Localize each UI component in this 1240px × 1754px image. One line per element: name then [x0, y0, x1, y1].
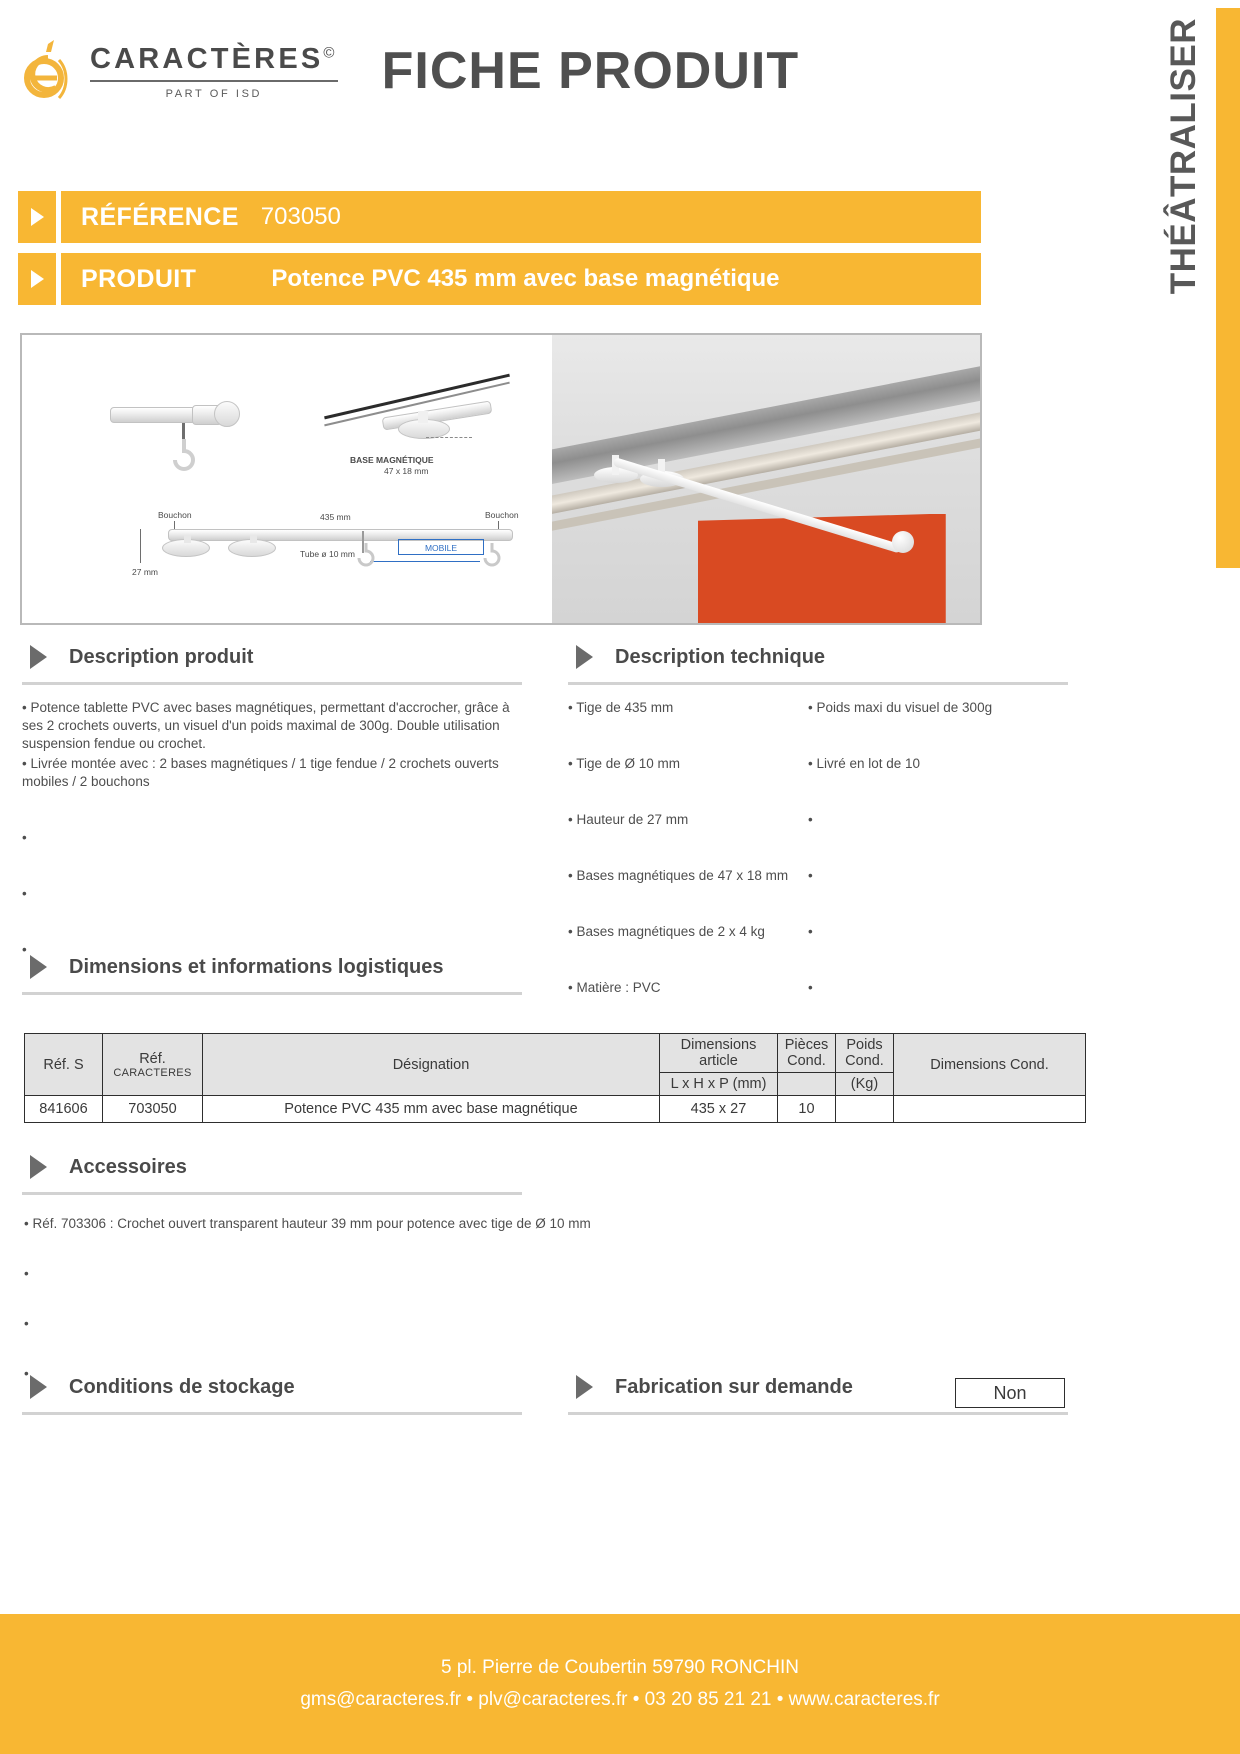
list-item: • Matière : PVC — [568, 979, 661, 995]
cell-ref-s: 841606 — [25, 1096, 103, 1123]
company-logo — [18, 38, 338, 104]
section-divider — [568, 682, 1068, 685]
list-item: • Bases magnétiques de 2 x 4 kg — [568, 923, 765, 939]
reference-arrow-icon — [18, 191, 56, 243]
drawing-length-label: 435 mm — [320, 512, 351, 522]
description-produit-bullets — [22, 699, 522, 959]
section-divider — [22, 1192, 522, 1195]
brand-block — [90, 43, 338, 100]
cell-designation: Potence PVC 435 mm avec base magnétique — [203, 1096, 660, 1123]
technique-left-column — [568, 699, 808, 999]
page-title: FICHE PRODUIT — [381, 42, 800, 100]
th-ref-caracteres-sub: CARACTERES — [113, 1066, 192, 1079]
list-item: • Réf. 703306 : Crochet ouvert transparent hauteur 39 mm pour potence avec tige de Ø 10 mm — [24, 1216, 591, 1231]
list-item: • Poids maxi du visuel de 300g — [808, 700, 993, 715]
th-ref-caracteres — [103, 1034, 203, 1096]
technical-drawing — [22, 335, 552, 623]
list-item: • — [24, 1315, 29, 1331]
product-label: PRODUIT — [81, 264, 197, 293]
brand-name: CARACTÈRES© — [90, 42, 338, 75]
list-item: • — [24, 1265, 29, 1281]
reference-bar — [18, 191, 981, 243]
description-produit-title: Description produit — [69, 645, 254, 668]
section-arrow-icon — [30, 955, 47, 979]
section-divider — [22, 682, 522, 685]
page-header — [0, 26, 1100, 116]
reference-label: RÉFÉRENCE — [81, 202, 239, 231]
list-item: • Potence tablette PVC avec bases magnétiques, permettant d'accrocher, grâce à ses 2 crochets ouverts, un visuel d'un poids maximal de 300g. Double utilisation suspension fendue ou crochet. — [22, 700, 510, 751]
section-divider — [22, 1412, 522, 1415]
brand-tagline: PART OF ISD — [165, 87, 263, 100]
dimensions-section — [22, 955, 522, 995]
product-arrow-icon — [18, 253, 56, 305]
th-dim-cond: Dimensions Cond. — [894, 1034, 1086, 1096]
dimensions-title: Dimensions et informations logistiques — [69, 955, 444, 978]
list-item: • — [22, 885, 27, 901]
list-item: • Tige de Ø 10 mm — [568, 755, 681, 771]
section-arrow-icon — [30, 1375, 47, 1399]
list-item: • — [808, 979, 813, 995]
list-item: • — [808, 811, 813, 827]
description-technique-title: Description technique — [615, 645, 826, 668]
th-ref-caracteres-main: Réf. — [139, 1050, 166, 1067]
th-poids-cond: Poids Cond. — [836, 1034, 894, 1073]
description-produit-section — [22, 645, 522, 961]
drawing-base-label-line2: 47 x 18 mm — [384, 466, 429, 476]
stockage-title: Conditions de stockage — [69, 1375, 295, 1398]
product-bar — [18, 253, 981, 305]
list-item: • — [808, 867, 813, 883]
accent-rail — [1216, 8, 1240, 568]
category-vertical-label: THÉÂTRALISER — [1164, 18, 1203, 295]
list-item: • Livré en lot de 10 — [808, 755, 921, 771]
footer-address: 5 pl. Pierre de Coubertin 59790 RONCHIN — [440, 1657, 799, 1678]
drawing-height-label: 27 mm — [132, 567, 158, 577]
page-footer — [0, 1614, 1240, 1754]
drawing-base-label-line1: BASE MAGNÉTIQUE — [350, 455, 434, 465]
fabrication-value-box — [955, 1378, 1065, 1408]
fabrication-value: Non — [993, 1382, 1027, 1403]
brand-divider — [90, 80, 338, 82]
list-item: • Tige de 435 mm — [568, 700, 674, 715]
section-arrow-icon — [576, 645, 593, 669]
product-photo — [552, 335, 980, 623]
cell-dim-cond — [894, 1096, 1086, 1123]
drawing-tube-label: Tube ø 10 mm — [300, 549, 355, 559]
cell-poids-cond — [836, 1096, 894, 1123]
th-sub-dim-article: L x H x P (mm) — [660, 1073, 778, 1096]
logistics-table — [24, 1033, 1086, 1123]
drawing-cap-left-label: Bouchon — [158, 510, 192, 520]
th-dim-article: Dimensions article — [660, 1034, 778, 1073]
list-item: • Hauteur de 27 mm — [568, 811, 689, 827]
list-item: • — [22, 941, 27, 957]
brand-copyright: © — [323, 43, 338, 61]
accessoires-title: Accessoires — [69, 1155, 187, 1178]
technique-right-column — [808, 699, 1048, 999]
accessoires-section — [22, 1155, 522, 1195]
list-item: • — [808, 923, 813, 939]
list-item: • — [22, 829, 27, 845]
product-value: Potence PVC 435 mm avec base magnétique — [271, 265, 780, 292]
drawing-cap-right-label: Bouchon — [485, 510, 519, 520]
section-arrow-icon — [30, 1155, 47, 1179]
reference-value: 703050 — [260, 203, 341, 230]
th-sub-pieces — [778, 1073, 836, 1096]
stockage-section — [22, 1375, 522, 1415]
fabrication-title: Fabrication sur demande — [615, 1375, 853, 1398]
section-divider — [22, 992, 522, 995]
section-arrow-icon — [30, 645, 47, 669]
footer-contact: gms@caracteres.fr • plv@caracteres.fr • 03 20 85 21 21 • www.caracteres.fr — [300, 1689, 940, 1710]
th-pieces-cond: Pièces Cond. — [778, 1034, 836, 1073]
table-row — [25, 1096, 1086, 1123]
table-body — [25, 1096, 1086, 1123]
section-arrow-icon — [576, 1375, 593, 1399]
table-header — [25, 1034, 1086, 1096]
cell-ref-caracteres: 703050 — [103, 1096, 203, 1123]
th-ref-s: Réf. S — [25, 1034, 103, 1096]
list-item: • Bases magnétiques de 47 x 18 mm — [568, 867, 789, 883]
e-accent-logo-icon — [18, 38, 74, 104]
cell-dim-article: 435 x 27 — [660, 1096, 778, 1123]
list-item: • Livrée montée avec : 2 bases magnétiques / 1 tige fendue / 2 crochets ouverts mobiles / 2 bouchons — [22, 755, 499, 789]
product-image-panel — [20, 333, 982, 625]
th-designation: Désignation — [203, 1034, 660, 1096]
list-item: • — [24, 1365, 29, 1381]
section-divider — [568, 1412, 1068, 1415]
description-technique-section — [568, 645, 1068, 999]
cell-pieces-cond: 10 — [778, 1096, 836, 1123]
accessoires-bullets — [24, 1215, 924, 1385]
drawing-mobile-label: MOBILE — [424, 543, 458, 553]
drawing-mobile-box — [398, 539, 484, 555]
th-sub-poids: (Kg) — [836, 1073, 894, 1096]
